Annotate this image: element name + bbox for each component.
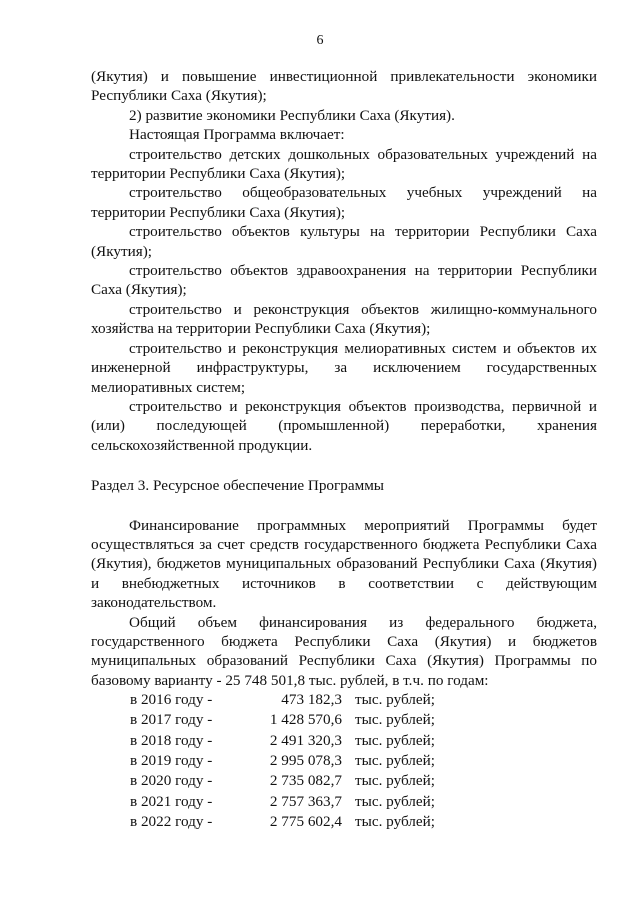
year-row — [91, 710, 597, 730]
year-amount: 473 182,3 — [281, 691, 342, 709]
year-unit: тыс. рублей; — [355, 711, 435, 729]
page-number: 6 — [316, 33, 324, 48]
year-unit: тыс. рублей; — [355, 772, 435, 790]
year-row — [91, 751, 597, 771]
year-unit: тыс. рублей; — [355, 792, 435, 810]
year-amount: 2 735 082,7 — [269, 772, 342, 790]
funding-by-year — [91, 690, 597, 832]
year-label: в 2020 году - — [130, 772, 213, 790]
paragraph: (Якутия) и повышение инвестиционной привлекательности экономики Республики Саха (Якутия); — [91, 68, 597, 105]
year-label: в 2018 году - — [130, 731, 213, 749]
paragraph: Финансирование программных мероприятий Программы будет осуществляться за счет средств государственного бюджета Республики Саха (Якутия), бюджетов муниципальных образований Республики Саха (Якутия) и внебюджетных источников в соответствии с действующим законодательством. — [91, 516, 597, 612]
year-label: в 2017 году - — [130, 711, 213, 729]
list-item: строительство общеобразовательных учебных учреждений на территории Республики Саха (Якутия); — [91, 184, 597, 221]
list-item: строительство объектов здравоохранения на территории Республики Саха (Якутия); — [91, 262, 597, 299]
section-heading: Раздел 3. Ресурсное обеспечение Программы — [91, 477, 385, 495]
year-label: в 2022 году - — [130, 812, 213, 830]
year-row — [91, 731, 597, 751]
year-row — [91, 812, 597, 832]
year-amount: 2 491 320,3 — [269, 731, 342, 749]
year-row — [91, 771, 597, 791]
year-unit: тыс. рублей; — [355, 752, 435, 770]
list-item: строительство и реконструкция объектов производства, первичной и (или) последующей (промышленной) переработки, хранения сельскохозяйственной продукции. — [91, 397, 597, 454]
year-unit: тыс. рублей; — [355, 691, 435, 709]
paragraph: Общий объем финансирования из федерального бюджета, государственного бюджета Республики Саха (Якутия) и бюджетов муниципальных образований Республики Саха (Якутия) Программы по базовому варианту - 25 748 501,8 тыс. рублей, в т.ч. по годам: — [91, 613, 597, 689]
list-item: строительство и реконструкция объектов жилищно-коммунального хозяйства на территории Республики Саха (Якутия); — [91, 300, 597, 338]
year-row — [91, 690, 597, 710]
paragraph: 2) развитие экономики Республики Саха (Якутия). — [129, 106, 455, 124]
year-row — [91, 792, 597, 812]
year-amount: 2 775 602,4 — [269, 812, 342, 830]
year-amount: 2 757 363,7 — [269, 792, 342, 810]
year-amount: 2 995 078,3 — [269, 752, 342, 770]
year-unit: тыс. рублей; — [355, 812, 435, 830]
list-item: строительство объектов культуры на территории Республики Саха (Якутия); — [91, 223, 597, 260]
year-label: в 2019 году - — [130, 752, 213, 770]
list-item: строительство детских дошкольных образовательных учреждений на территории Республики Саха (Якутия); — [91, 145, 597, 183]
list-item: строительство и реконструкция мелиоративных систем и объектов их инженерной инфраструктуры, за исключением государственных мелиоративных систем; — [91, 339, 597, 396]
paragraph: Настоящая Программа включает: — [129, 126, 345, 144]
year-unit: тыс. рублей; — [355, 731, 435, 749]
year-label: в 2016 году - — [130, 691, 213, 709]
year-amount: 1 428 570,6 — [269, 711, 342, 729]
year-label: в 2021 году - — [130, 792, 213, 810]
document-body — [91, 67, 597, 832]
